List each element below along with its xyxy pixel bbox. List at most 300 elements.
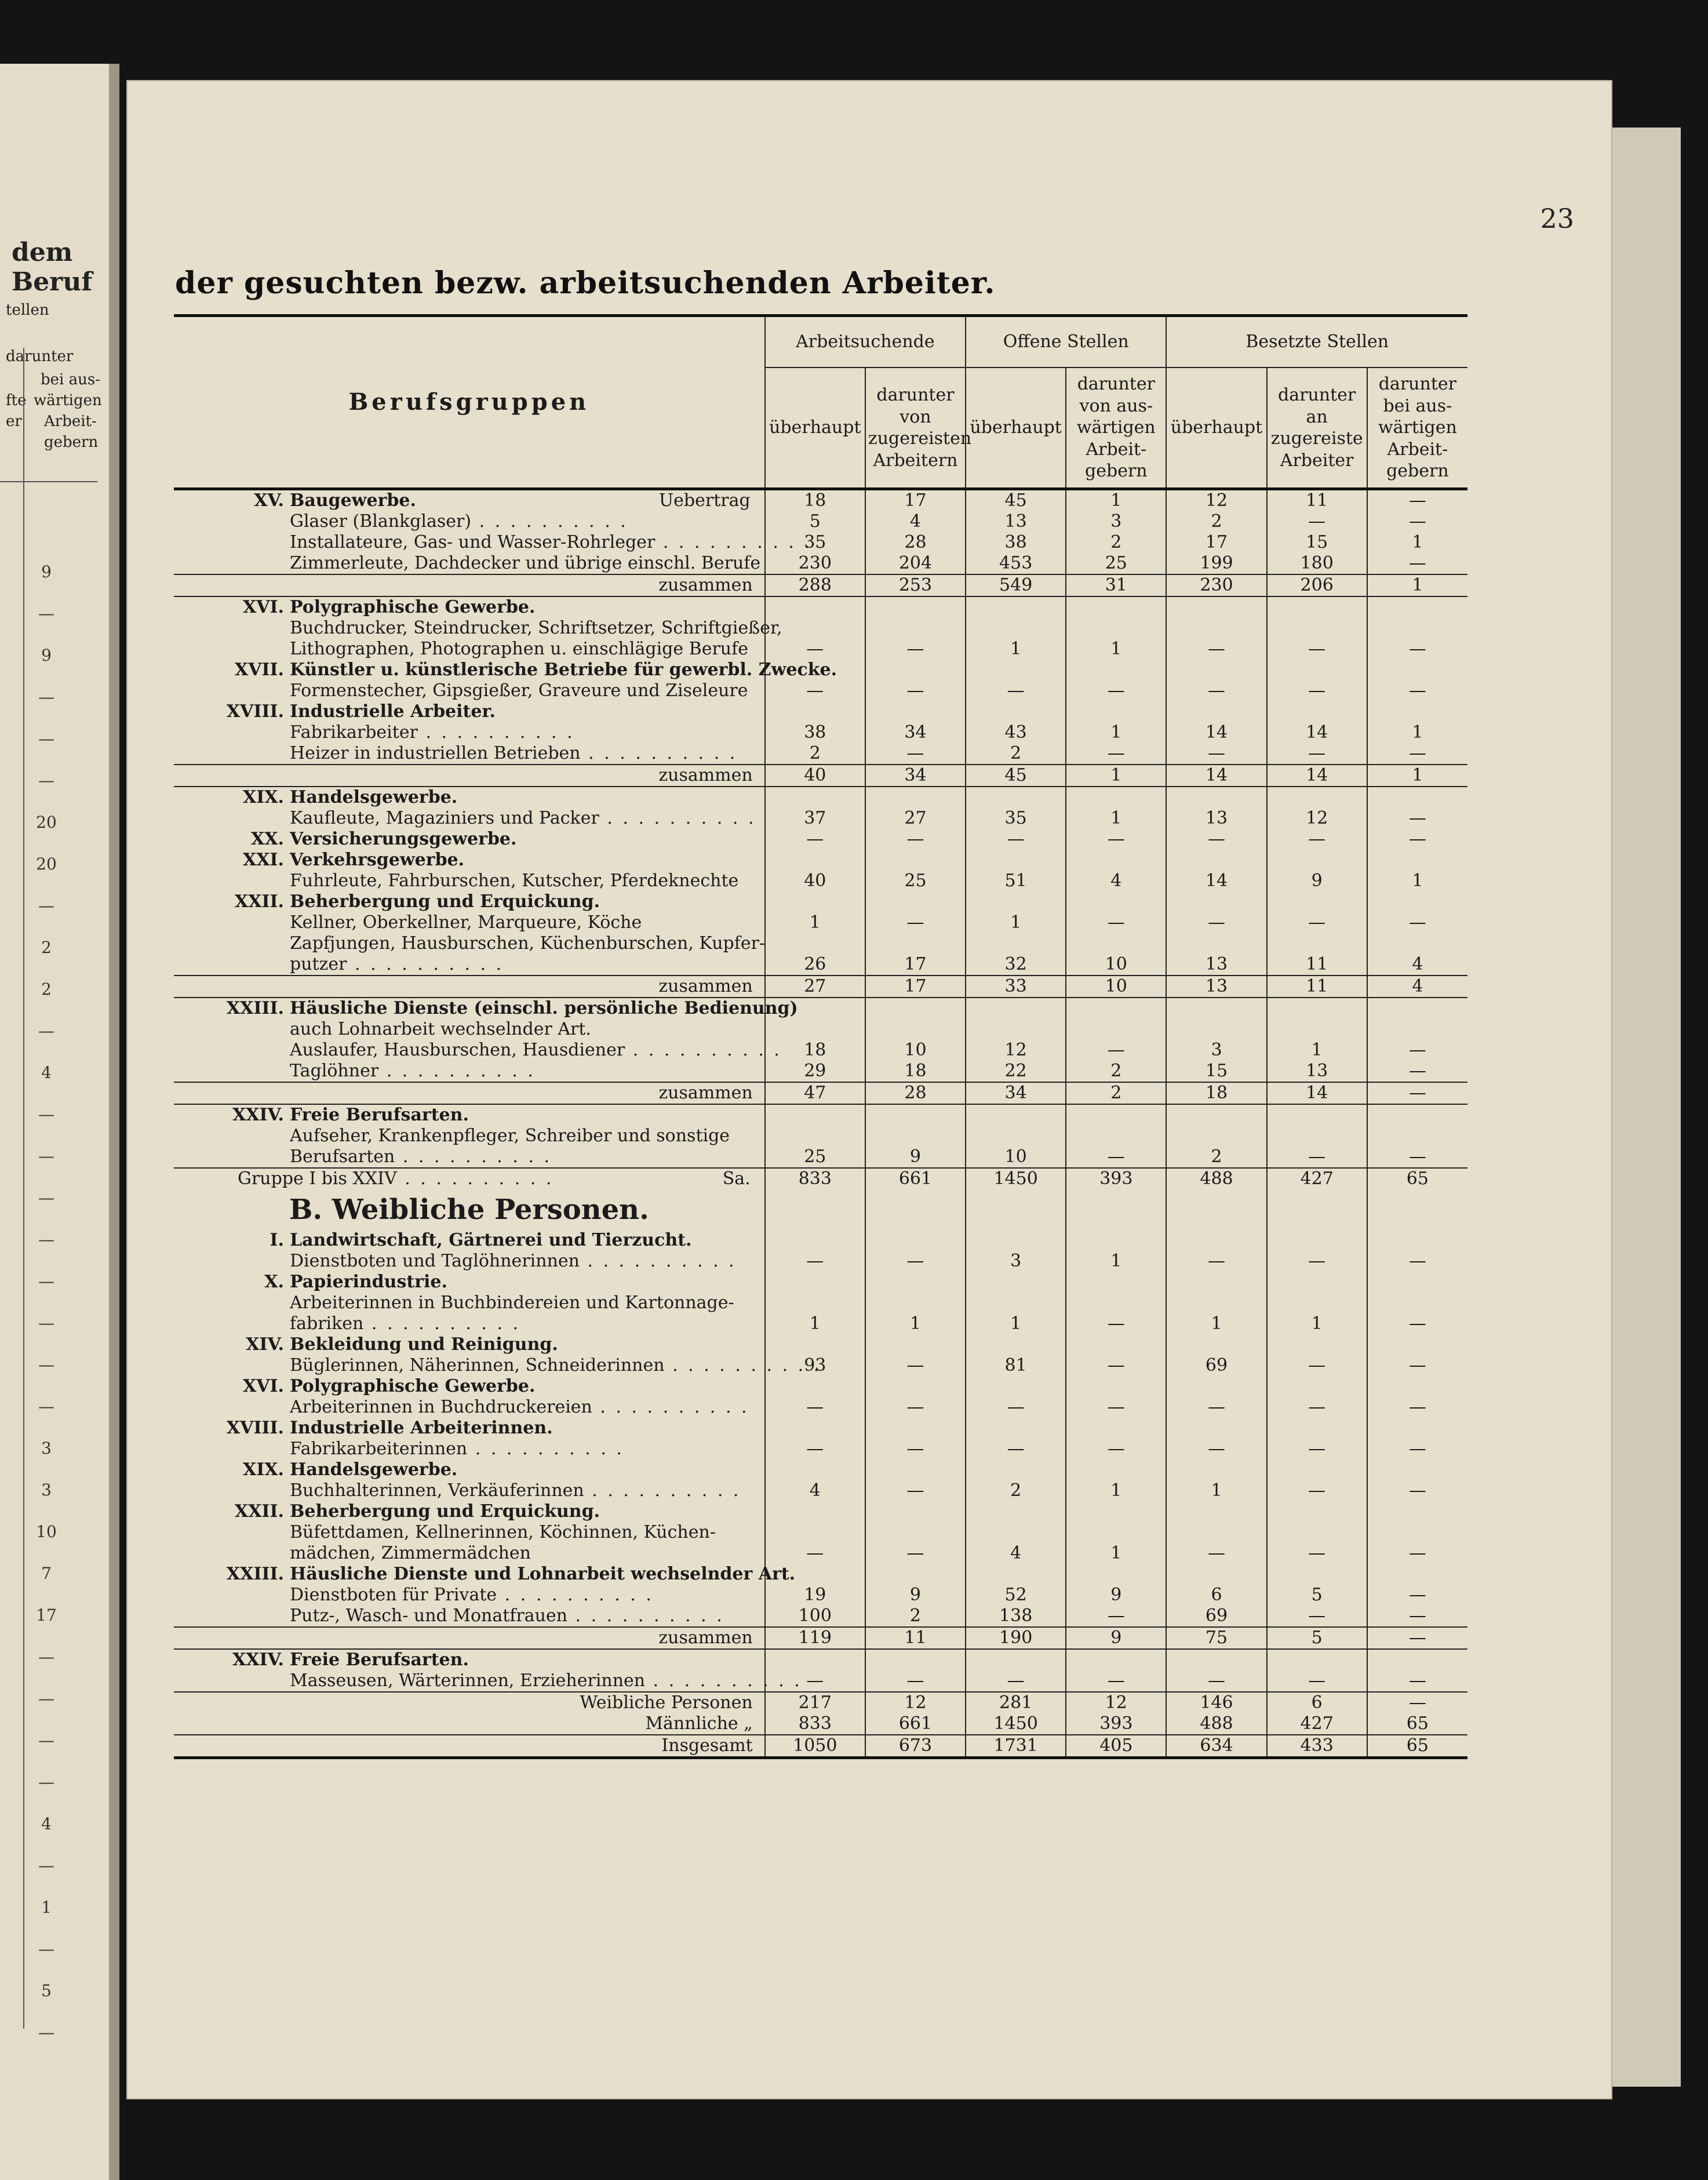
value-cell: 17 — [865, 489, 966, 512]
value-cell: 673 — [865, 1735, 966, 1758]
row-label-cell — [174, 850, 765, 871]
value-cell: 13 — [1166, 954, 1266, 976]
value-cell: 9 — [865, 1147, 966, 1168]
value-cell: 1 — [865, 1313, 966, 1334]
row-label-cell — [174, 808, 765, 829]
row-label-cell — [174, 596, 765, 618]
section-heading-row — [174, 1189, 1467, 1230]
value-cell: — — [1267, 912, 1367, 933]
table-row — [174, 933, 1467, 954]
left-page-hrule — [0, 481, 97, 482]
table-row — [174, 1061, 1467, 1082]
table-cell — [765, 1189, 865, 1230]
row-label: Auslaufer, Hausburschen, Hausdiener . . . — [174, 1040, 782, 1061]
table-row — [174, 1230, 1467, 1251]
value-cell — [1066, 998, 1166, 1019]
value-cell: 2 — [765, 743, 865, 765]
value-cell — [966, 1460, 1066, 1480]
value-cell: 45 — [966, 489, 1066, 512]
left-page-value: — — [38, 771, 54, 790]
row-label-cell — [174, 1334, 765, 1355]
value-cell: 4 — [765, 1480, 865, 1501]
value-cell: 1 — [1066, 722, 1166, 743]
value-cell — [1367, 1376, 1467, 1397]
value-cell: — — [1367, 1355, 1467, 1376]
row-label: Beherbergung und Erquickung. — [290, 1501, 600, 1522]
value-cell — [966, 1376, 1066, 1397]
value-cell: 1 — [1267, 1313, 1367, 1334]
value-cell: — — [1367, 1313, 1467, 1334]
value-cell: — — [1367, 553, 1467, 574]
value-cell — [765, 1501, 865, 1522]
table-row — [174, 1397, 1467, 1418]
value-cell — [765, 1334, 865, 1355]
table-row — [174, 511, 1467, 532]
value-cell — [1166, 1019, 1266, 1040]
subheader: überhaupt — [966, 367, 1066, 489]
value-cell: 17 — [1166, 532, 1266, 553]
value-cell: — — [1267, 829, 1367, 850]
table-row — [174, 1082, 1467, 1104]
row-label-cell — [174, 1501, 765, 1522]
value-cell: 1 — [966, 912, 1066, 933]
value-cell: 1 — [1066, 489, 1166, 512]
table-row — [174, 891, 1467, 912]
value-cell: 34 — [865, 765, 966, 787]
value-cell: 204 — [865, 553, 966, 574]
row-label-cell — [174, 743, 765, 765]
value-cell — [966, 1501, 1066, 1522]
subtotal-label: zusammen — [658, 1083, 753, 1103]
table-row — [174, 553, 1467, 574]
value-cell — [1066, 618, 1166, 639]
value-cell: 833 — [765, 1168, 865, 1189]
group-number: I. — [270, 1230, 284, 1250]
value-cell: 35 — [966, 808, 1066, 829]
value-cell — [765, 701, 865, 722]
row-label-cell — [174, 1293, 765, 1313]
row-label-cell — [174, 1543, 765, 1564]
left-page-value: — — [38, 1939, 54, 1959]
value-cell: 40 — [765, 765, 865, 787]
row-label-cell — [174, 1439, 765, 1460]
value-cell: — — [1267, 1355, 1367, 1376]
value-cell — [1066, 1564, 1166, 1585]
value-cell: 27 — [765, 976, 865, 998]
row-label-cell — [174, 1104, 765, 1126]
value-cell: — — [865, 1480, 966, 1501]
value-cell: — — [1367, 1397, 1467, 1418]
left-page-value: — — [38, 1188, 54, 1207]
value-cell: — — [865, 680, 966, 701]
value-cell: 2 — [966, 1480, 1066, 1501]
value-cell: 1 — [765, 1313, 865, 1334]
value-cell — [1367, 596, 1467, 618]
row-label-cell — [174, 829, 765, 850]
value-cell — [1066, 1522, 1166, 1543]
row-label: Beherbergung und Erquickung. — [290, 891, 600, 912]
value-cell — [865, 1649, 966, 1671]
value-cell: — — [765, 1671, 865, 1692]
value-cell: — — [865, 1671, 966, 1692]
group-number: XXIII. — [226, 1564, 284, 1584]
value-cell — [1367, 1272, 1467, 1293]
row-label-cell — [174, 976, 765, 998]
value-cell: 28 — [865, 532, 966, 553]
value-cell: 75 — [1166, 1627, 1266, 1649]
table-cell — [966, 1189, 1066, 1230]
value-cell — [1267, 660, 1367, 680]
row-label-cell — [174, 553, 765, 574]
page-heading: der gesuchten bezw. arbeitsuchenden Arbeiter. — [175, 265, 996, 301]
value-cell — [1066, 1334, 1166, 1355]
value-cell: 1 — [1367, 532, 1467, 553]
table-row — [174, 850, 1467, 871]
value-cell: 93 — [765, 1355, 865, 1376]
value-cell: 11 — [1267, 954, 1367, 976]
value-cell: 4 — [1367, 954, 1467, 976]
value-cell — [1166, 701, 1266, 722]
left-page-value: — — [38, 1647, 54, 1666]
value-cell — [1267, 1126, 1367, 1147]
value-cell: — — [1166, 1439, 1266, 1460]
value-cell — [765, 933, 865, 954]
row-label: Büglerinnen, Näherinnen, Schneiderinnen . . . — [174, 1355, 821, 1376]
value-cell — [1367, 850, 1467, 871]
value-cell — [1267, 1649, 1367, 1671]
value-cell: — — [1367, 1627, 1467, 1649]
value-cell: 488 — [1166, 1713, 1266, 1735]
left-page-value: — — [38, 1773, 54, 1792]
table-cell — [1166, 1189, 1266, 1230]
value-cell — [1066, 701, 1166, 722]
table-row — [174, 1564, 1467, 1585]
left-page-value: — — [38, 1355, 54, 1374]
value-cell: 1 — [1166, 1313, 1266, 1334]
value-cell: 31 — [1066, 574, 1166, 596]
value-cell: 833 — [765, 1713, 865, 1735]
left-page-value: — — [38, 1230, 54, 1249]
value-cell — [765, 1460, 865, 1480]
value-cell: — — [865, 743, 966, 765]
subheader: darunter von aus-wärtigen Arbeit-gebern — [1066, 367, 1166, 489]
value-cell: 1450 — [966, 1713, 1066, 1735]
value-cell — [1367, 1019, 1467, 1040]
table-row — [174, 765, 1467, 787]
left-page-value: — — [38, 2023, 54, 2042]
value-cell: 18 — [865, 1061, 966, 1082]
row-label-cell — [174, 511, 765, 532]
row-label-cell — [174, 1040, 765, 1061]
table-header — [174, 317, 1467, 489]
table-row — [174, 1522, 1467, 1543]
value-cell — [1267, 850, 1367, 871]
value-cell: — — [1267, 680, 1367, 701]
row-label: Berufsarten . . . — [174, 1147, 552, 1167]
table-cell — [1267, 1189, 1367, 1230]
row-label: Insgesamt — [661, 1735, 753, 1756]
table-row — [174, 976, 1467, 998]
value-cell: — — [865, 1355, 966, 1376]
value-cell: 10 — [966, 1147, 1066, 1168]
value-cell: 1 — [765, 912, 865, 933]
table-row — [174, 1649, 1467, 1671]
row-label-cell — [174, 1627, 765, 1649]
value-cell: — — [1166, 1671, 1266, 1692]
row-note: Sa. — [722, 1169, 751, 1189]
left-page-value: — — [38, 604, 54, 623]
row-label-cell — [174, 639, 765, 660]
value-cell: 1 — [1066, 765, 1166, 787]
value-cell: 1 — [1166, 1480, 1266, 1501]
value-cell: — — [1066, 1397, 1166, 1418]
row-label: Versicherungsgewerbe. — [290, 829, 517, 849]
value-cell — [1367, 1126, 1467, 1147]
row-label-cell — [174, 954, 765, 976]
left-page-value: 3 — [41, 1480, 52, 1500]
value-cell: 2 — [1166, 1147, 1266, 1168]
row-label: Glaser (Blankglaser) . . . — [174, 511, 628, 532]
value-cell: 6 — [1267, 1692, 1367, 1713]
group-number: XXIII. — [226, 998, 284, 1018]
table-row — [174, 1168, 1467, 1189]
table-row — [174, 1585, 1467, 1606]
group-number: XIX. — [242, 787, 284, 807]
value-cell: 2 — [865, 1606, 966, 1627]
table-row — [174, 871, 1467, 891]
left-page-value: — — [38, 1731, 54, 1750]
table-row — [174, 1334, 1467, 1355]
value-cell: 217 — [765, 1692, 865, 1713]
row-label: fabriken . . . — [174, 1313, 520, 1334]
row-label: Installateure, Gas- und Wasser-Rohrleger . . . — [174, 532, 812, 553]
value-cell — [1166, 1104, 1266, 1126]
value-cell — [1267, 787, 1367, 808]
value-cell — [1367, 1649, 1467, 1671]
row-label: Zimmerleute, Dachdecker und übrige einschl. Berufe — [290, 553, 761, 573]
value-cell — [1166, 1460, 1266, 1480]
value-cell: 19 — [765, 1585, 865, 1606]
subheader: überhaupt — [1166, 367, 1266, 489]
value-cell: 12 — [865, 1692, 966, 1713]
table-row — [174, 1606, 1467, 1627]
value-cell — [966, 1104, 1066, 1126]
col-header-besetzte-stellen: Besetzte Stellen — [1166, 317, 1467, 367]
value-cell: 1731 — [966, 1735, 1066, 1758]
row-label: Männliche „ — [645, 1713, 753, 1734]
value-cell: 29 — [765, 1061, 865, 1082]
row-label-cell — [174, 1230, 765, 1251]
value-cell: 52 — [966, 1585, 1066, 1606]
value-cell: 35 — [765, 532, 865, 553]
table-row — [174, 680, 1467, 701]
value-cell — [1267, 596, 1367, 618]
row-label-cell — [174, 1564, 796, 1585]
table-row — [174, 1126, 1467, 1147]
left-page-value: 2 — [41, 980, 52, 999]
value-cell: — — [765, 680, 865, 701]
value-cell: 405 — [1066, 1735, 1166, 1758]
value-cell — [1367, 618, 1467, 639]
value-cell — [865, 1293, 966, 1313]
value-cell — [865, 1334, 966, 1355]
value-cell: 4 — [865, 511, 966, 532]
value-cell — [1066, 1230, 1166, 1251]
value-cell: 17 — [865, 954, 966, 976]
value-cell — [865, 998, 966, 1019]
value-cell: 14 — [1166, 722, 1266, 743]
value-cell: — — [1066, 1313, 1166, 1334]
value-cell — [1166, 933, 1266, 954]
value-cell: 2 — [1066, 1061, 1166, 1082]
value-cell — [966, 1293, 1066, 1313]
value-cell: — — [966, 829, 1066, 850]
left-page-value: 4 — [41, 1063, 52, 1082]
value-cell: 28 — [865, 1082, 966, 1104]
value-cell — [1066, 1418, 1166, 1439]
left-page-frag-b: wärtigen — [34, 392, 102, 409]
left-page-fragment — [0, 64, 110, 2180]
value-cell: 1 — [966, 1313, 1066, 1334]
value-cell: 453 — [966, 553, 1066, 574]
value-cell — [1367, 1418, 1467, 1439]
value-cell — [966, 933, 1066, 954]
value-cell — [1367, 660, 1467, 680]
value-cell: — — [1367, 1543, 1467, 1564]
value-cell: 34 — [966, 1082, 1066, 1104]
value-cell — [1066, 1126, 1166, 1147]
value-cell — [865, 618, 966, 639]
value-cell — [966, 1418, 1066, 1439]
value-cell: 488 — [1166, 1168, 1266, 1189]
table-row — [174, 1480, 1467, 1501]
row-label: Landwirtschaft, Gärtnerei und Tierzucht. — [290, 1230, 692, 1250]
row-label-cell — [174, 912, 765, 933]
value-cell: 1 — [966, 639, 1066, 660]
left-page-value: — — [38, 1689, 54, 1708]
value-cell — [1166, 1501, 1266, 1522]
value-cell: 43 — [966, 722, 1066, 743]
value-cell — [765, 1230, 865, 1251]
value-cell — [1267, 998, 1367, 1019]
table-row — [174, 1418, 1467, 1439]
value-cell — [1066, 1293, 1166, 1313]
value-cell: 5 — [765, 511, 865, 532]
value-cell — [1367, 1104, 1467, 1126]
value-cell: — — [966, 1439, 1066, 1460]
value-cell — [1267, 933, 1367, 954]
value-cell: — — [765, 1543, 865, 1564]
row-label: Lithographen, Photographen u. einschlägige Berufe — [290, 639, 748, 659]
table-row — [174, 618, 1467, 639]
value-cell — [1166, 1126, 1266, 1147]
value-cell: — — [1267, 1671, 1367, 1692]
table-row — [174, 787, 1467, 808]
left-page-value: 2 — [41, 938, 52, 957]
value-cell — [865, 1376, 966, 1397]
value-cell: — — [1267, 1439, 1367, 1460]
value-cell — [1267, 1460, 1367, 1480]
left-page-frag-c: Arbeit- — [44, 413, 97, 430]
value-cell: 3 — [1166, 1040, 1266, 1061]
left-page-value: 4 — [41, 1814, 52, 1833]
value-cell: 13 — [966, 511, 1066, 532]
value-cell — [1267, 1019, 1367, 1040]
value-cell: 12 — [1267, 808, 1367, 829]
group-number: XIV. — [246, 1334, 284, 1355]
value-cell — [865, 701, 966, 722]
value-cell: 1 — [1066, 1543, 1166, 1564]
value-cell — [1066, 850, 1166, 871]
value-cell — [765, 1522, 865, 1543]
row-label-cell — [174, 1585, 765, 1606]
value-cell — [1166, 1564, 1266, 1585]
row-label: Arbeiterinnen in Buchdruckereien . . . — [174, 1397, 749, 1418]
value-cell: — — [1066, 1671, 1166, 1692]
value-cell — [765, 1649, 865, 1671]
row-label-cell — [174, 1735, 765, 1758]
value-cell: — — [1166, 743, 1266, 765]
table-row — [174, 808, 1467, 829]
value-cell — [966, 1564, 1066, 1585]
table-row — [174, 574, 1467, 596]
value-cell: — — [865, 912, 966, 933]
value-cell — [765, 596, 865, 618]
value-cell: 661 — [865, 1168, 966, 1189]
value-cell — [1267, 1230, 1367, 1251]
table-row — [174, 998, 1467, 1019]
row-label: Aufseher, Krankenpfleger, Schreiber und sonstige — [290, 1126, 730, 1146]
value-cell: — — [1267, 1543, 1367, 1564]
row-label-cell — [174, 680, 765, 701]
value-cell: 18 — [765, 489, 865, 512]
row-label-cell — [174, 1019, 765, 1040]
row-label-cell — [174, 1522, 765, 1543]
row-label-cell — [174, 1082, 765, 1104]
value-cell: 9 — [1066, 1585, 1166, 1606]
value-cell: 1 — [1066, 1480, 1166, 1501]
value-cell — [1367, 701, 1467, 722]
row-label: Heizer in industriellen Betrieben . . . — [174, 743, 737, 764]
row-label-cell — [174, 1147, 765, 1168]
value-cell: — — [1367, 1606, 1467, 1627]
value-cell: 5 — [1267, 1627, 1367, 1649]
table-row — [174, 1543, 1467, 1564]
value-cell — [865, 1019, 966, 1040]
value-cell: — — [1367, 743, 1467, 765]
table-row — [174, 1040, 1467, 1061]
value-cell — [1267, 1104, 1367, 1126]
left-page-value: 3 — [41, 1439, 52, 1458]
value-cell: — — [1367, 1147, 1467, 1168]
row-label-cell — [174, 871, 765, 891]
col-header-arbeitsuchende: Arbeitsuchende — [765, 317, 966, 367]
value-cell: — — [1066, 1040, 1166, 1061]
value-cell — [1367, 1522, 1467, 1543]
value-cell: 18 — [1166, 1082, 1266, 1104]
row-label-cell — [174, 1480, 765, 1501]
left-page-value: — — [38, 1313, 54, 1333]
row-label-cell — [174, 1376, 765, 1397]
row-label-cell — [174, 1418, 765, 1439]
value-cell — [1267, 1501, 1367, 1522]
table-row — [174, 1313, 1467, 1334]
value-cell — [1267, 1564, 1367, 1585]
row-label-cell — [174, 1251, 765, 1272]
value-cell: 9 — [1066, 1627, 1166, 1649]
left-page-value: — — [38, 1397, 54, 1416]
table-row — [174, 1376, 1467, 1397]
